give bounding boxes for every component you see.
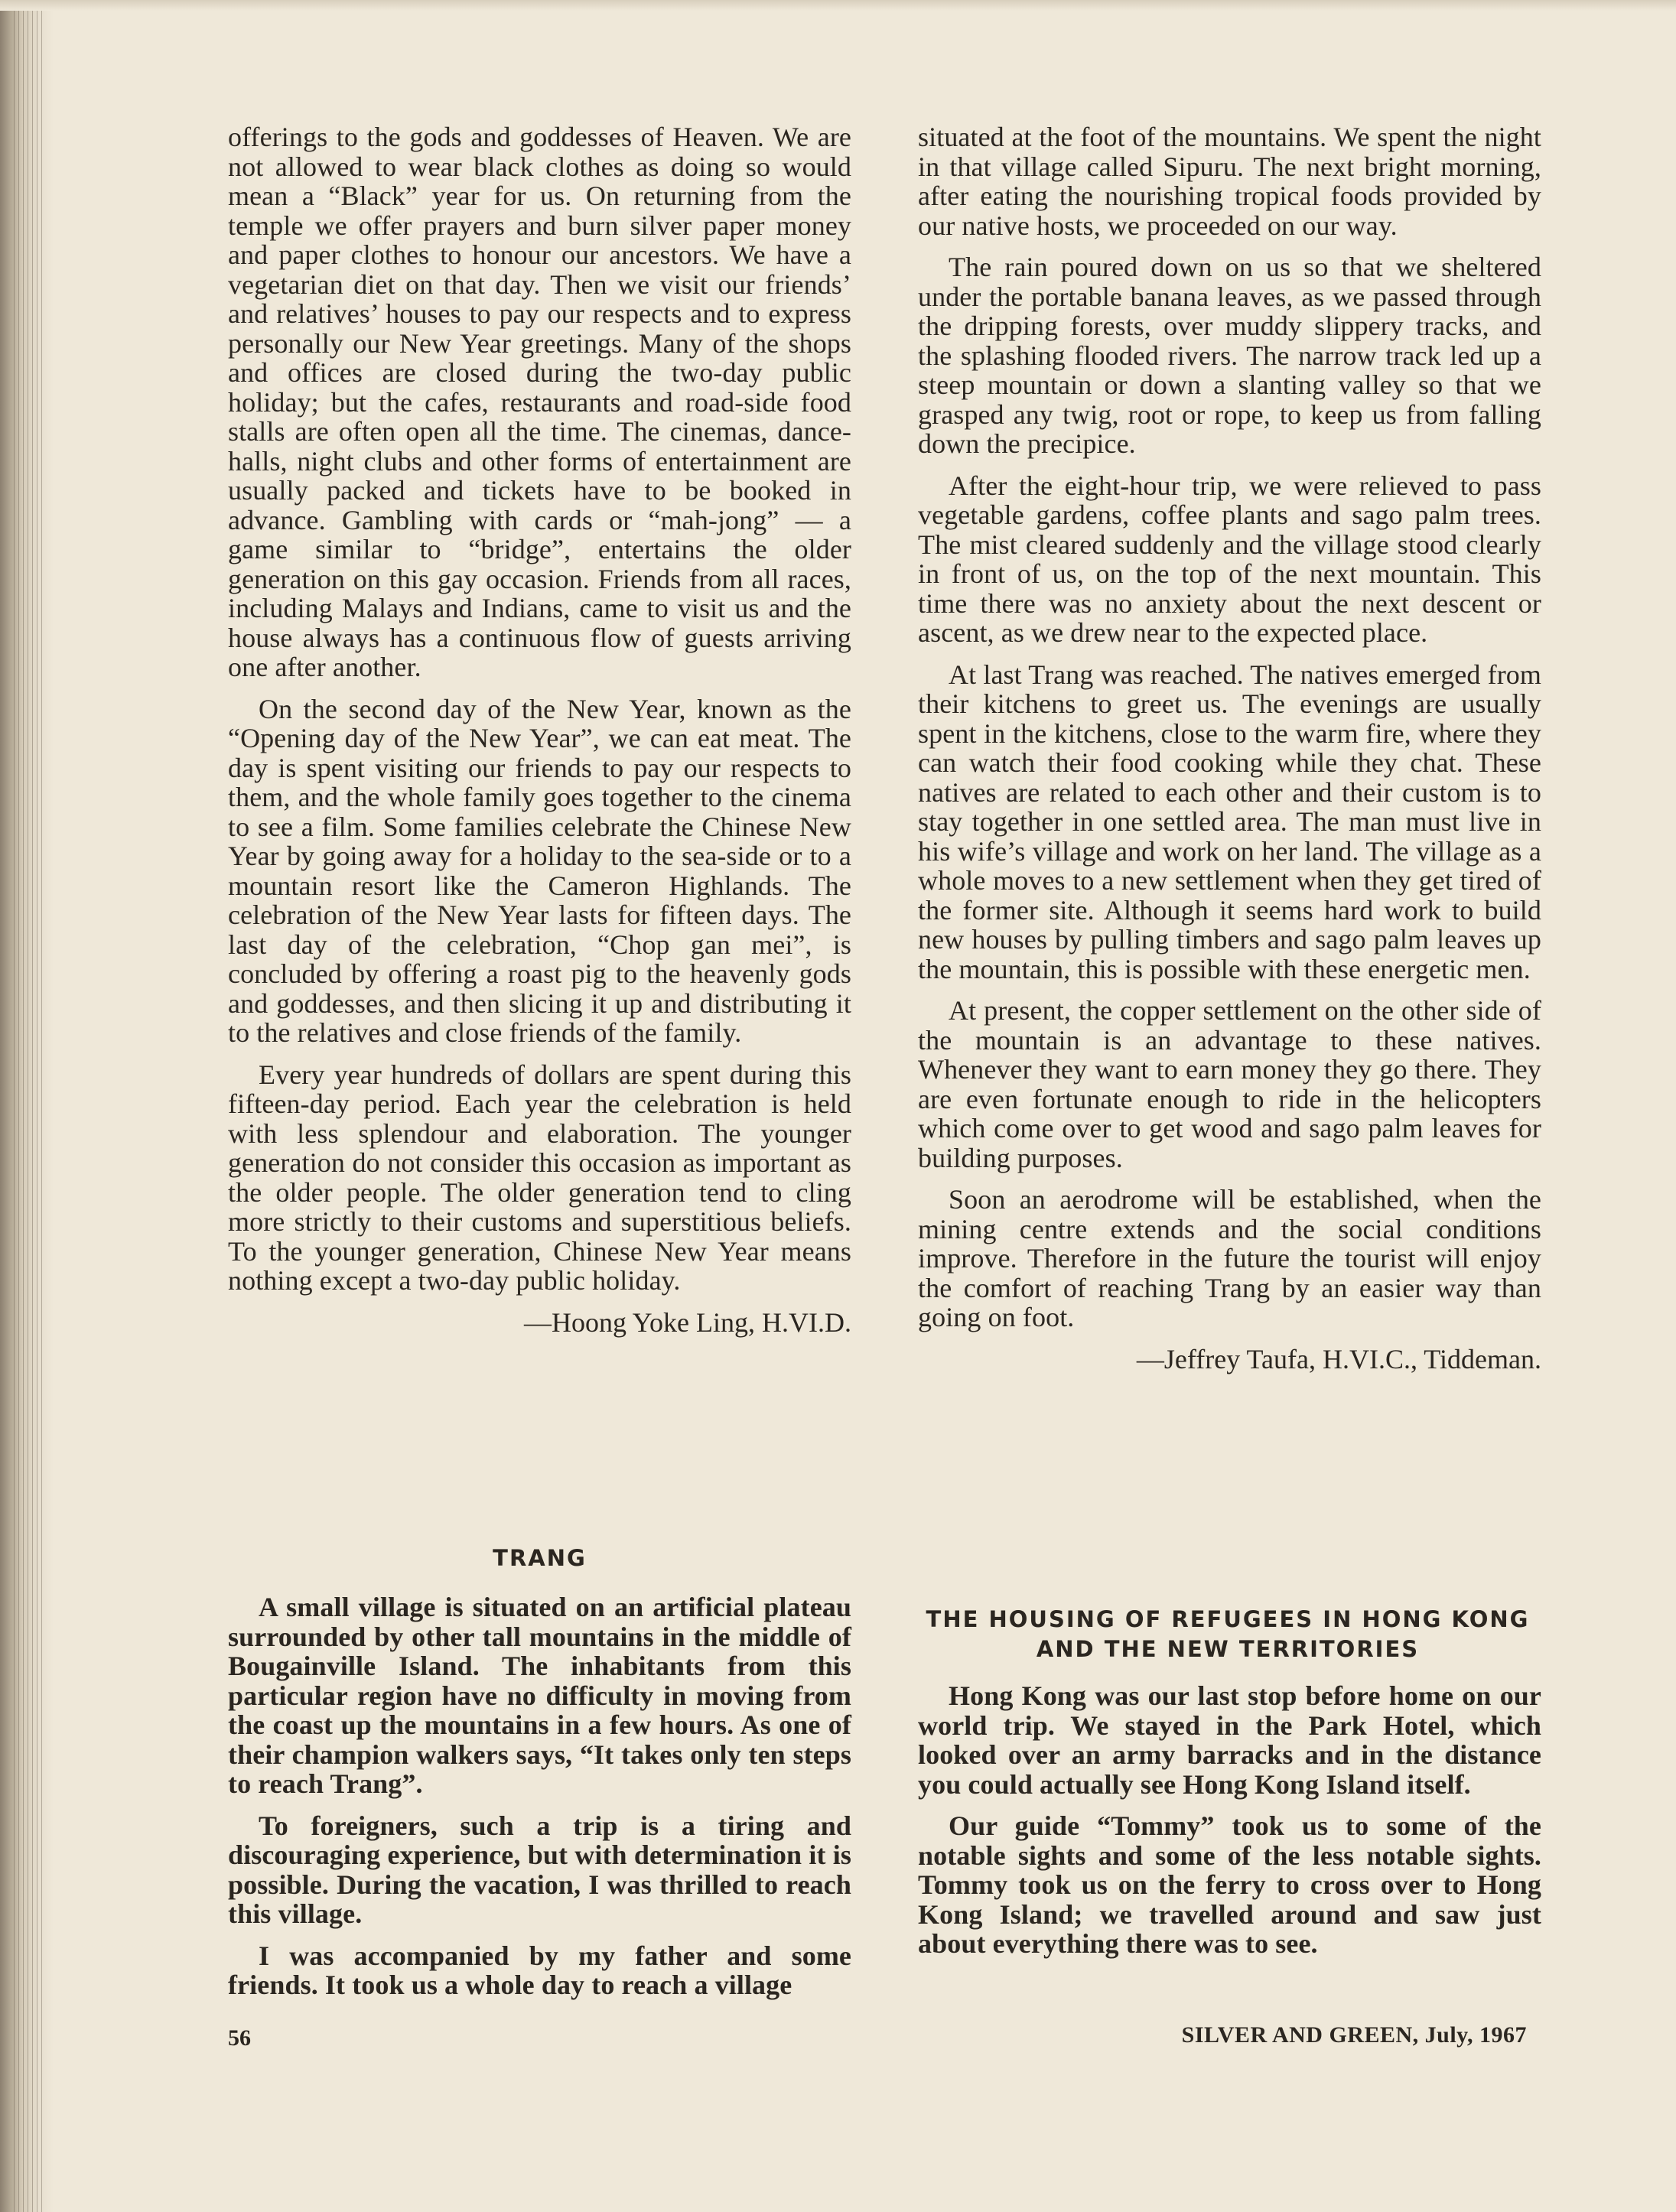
article-paragraph: On the second day of the New Year, known as the “Opening day of the New Year”, we can eat meat. The day is spent visiting our friends to pay our respects to them, and the whole family goes together to the cinema to see a film. Some families celebrate the Chinese New Year by going away for a holiday to the sea-side or to a mountain resort like the Cameron Highlands. The celebration of the New Year lasts for fifteen days. The last day of the celebration, “Chop gan mei”, is concluded by offering a roast pig to the heavenly gods and goddesses, and then slicing it up and distributing it to the relatives and close friends of the family. — [228, 693, 851, 1048]
article-paragraph: Every year hundreds of dollars are spent during this fifteen-day period. Each year the celebration is held with less splendour and elaboration. The younger generation do not consider this occasion as important as the older people. The older generation tend to cling more strictly to their customs and superstitious beliefs. To the younger generation, Chinese New Year means nothing except a two-day public holiday. — [228, 1059, 851, 1296]
page-number: 56 — [228, 2025, 251, 2051]
author-signature: —Jeffrey Taufa, H.VI.C., Tiddeman. — [1136, 1343, 1541, 1374]
article-paragraph: At last Trang was reached. The natives emerged from their kitchens to greet us. The evenings are usually spent in the kitchens, close to the warm fire, where they can watch their food cooking while they chat. These natives are related to each other and their custom is to stay together in one settled area. The man must live in his wife’s village and work on her land. The village as a whole moves to a new settlement when they get tired of the former site. Although it seems hard work to build new houses by pulling timbers and sago palm leaves up the mountain, this is possible with these energetic men. — [918, 659, 1541, 984]
housing-title-line-2: AND THE NEW TERRITORIES — [1036, 1636, 1420, 1662]
article-paragraph: To foreigners, such a trip is a tiring and discouraging experience, but with determination it is possible. During the vacation, I was thrilled to reach this village. — [228, 1810, 851, 1929]
page-stack-edges — [14, 0, 44, 2212]
article-paragraph: Soon an aerodrome will be established, when the mining centre extends and the social conditions improve. Therefore in the future the tourist will enjoy the comfort of reaching Trang by an easier way than going on foot. — [918, 1184, 1541, 1332]
housing-article-title — [910, 1605, 1545, 1664]
article-paragraph: situated at the foot of the mountains. We spent the night in that village called Sipuru. The next bright morning, after eating the nourishing tropical foods provided by our native hosts, we proceeded on our way. — [918, 122, 1541, 241]
page-top-edge — [0, 0, 1676, 11]
article-paragraph: Hong Kong was our last stop before home on our world trip. We stayed in the Park Hotel, which looked over an army barracks and in the distance you could actually see Hong Kong Island itself. — [918, 1680, 1541, 1800]
article-paragraph: Our guide “Tommy” took us to some of the notable sights and some of the less notable sights. Tommy took us on the ferry to cross over to Hong Kong Island; we travelled around and saw just about everything there was to see. — [918, 1810, 1541, 1959]
trang-article-body — [228, 1592, 851, 2012]
article-paragraph: I was accompanied by my father and some friends. It took us a whole day to reach a village — [228, 1940, 851, 2000]
author-signature: —Hoong Yoke Ling, H.VI.D. — [523, 1306, 851, 1338]
article-paragraph: offerings to the gods and goddesses of Heaven. We are not allowed to wear black clothes as doing so would mean a “Black” year for us. On returning from the temple we offer prayers and burn silver paper money and paper clothes to honour our ancestors. We have a vegetarian diet on that day. Then we visit our friends’ and relatives’ houses to pay our respects and to express personally our New Year greetings. Many of the shops and offices are closed during the two-day public holiday; but the cafes, restaurants and road-side food stalls are often open all the time. The cinemas, dance-halls, night clubs and other forms of entertainment are usually packed and tickets have to be booked in advance. Gambling with cards or “mah-jong” — a game similar to “bridge”, entertains the older generation on this gay occasion. Friends from all races, including Malays and Indians, came to visit us and the house always has a continuous flow of guests arriving one after another. — [228, 122, 851, 682]
trang-article-title: TRANG — [493, 1545, 587, 1571]
left-column — [228, 122, 851, 1337]
housing-title-line-1: THE HOUSING OF REFUGEES IN HONG KONG — [926, 1606, 1530, 1632]
right-column — [918, 122, 1541, 1374]
housing-article-body — [918, 1681, 1541, 1971]
article-paragraph: After the eight-hour trip, we were relieved to pass vegetable gardens, coffee plants and sago palm trees. The mist cleared suddenly and the village stood clearly in front of us, on the top of the next mountain. This time there was no anxiety about the next descent or ascent, as we drew near to the expected place. — [918, 470, 1541, 648]
article-paragraph: The rain poured down on us so that we sheltered under the portable banana leaves, as we passed through the dripping forests, over muddy slippery tracks, and the splashing flooded rivers. The narrow track led up a steep mountain or down a slanting valley so that we grasped any twig, root or rope, to keep us from falling down the precipice. — [918, 252, 1541, 459]
article-paragraph: At present, the copper settlement on the other side of the mountain is an advantage to these natives. Whenever they want to earn money they go there. They are even fortunate enough to ride in the helicopters which come over to get wood and sago palm leaves for building purposes. — [918, 995, 1541, 1173]
article-paragraph: A small village is situated on an artificial plateau surrounded by other tall mountains in the middle of Bougainville Island. The inhabitants from this particular region have no difficulty in moving from the coast up the mountains in a few hours. As one of their champion walkers says, “It takes only ten steps to reach Trang”. — [228, 1592, 851, 1799]
magazine-footer: SILVER AND GREEN, July, 1967 — [1181, 2022, 1527, 2048]
